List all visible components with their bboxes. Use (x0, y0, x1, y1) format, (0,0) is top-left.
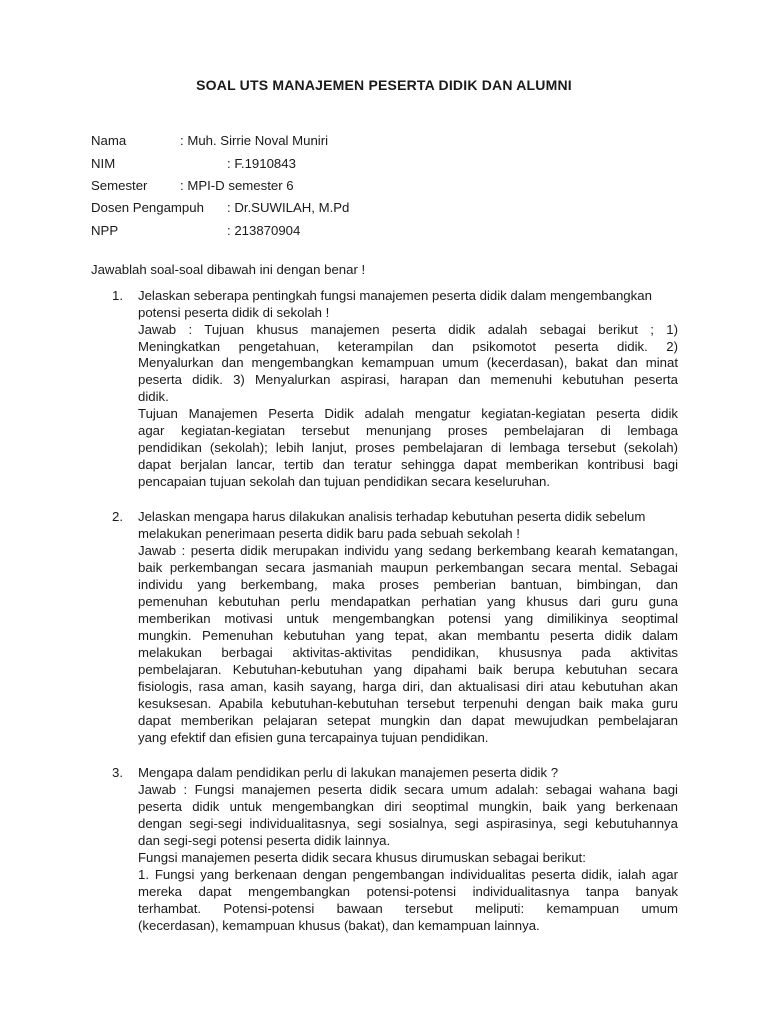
answer-line: agar kegiatan-kegiatan tersebut menunjang proses pembelajaran di lembaga (138, 423, 678, 438)
question-text-line: Mengapa dalam pendidikan perlu di lakukan manajemen peserta didik ? (138, 765, 559, 780)
identity-value: : MPI-D semester 6 (180, 178, 294, 193)
answer-line: peserta didik. 3) Menyalurkan aspirasi, harapan dan memenuhi kebutuhan peserta (138, 372, 678, 387)
answer-line: melakukan berbagai aktivitas-aktivitas pendidikan, khususnya pada aktivitas (138, 645, 678, 660)
question-text-line: Jelaskan mengapa harus dilakukan analisis terhadap kebutuhan peserta didik sebelum (138, 509, 646, 524)
question-text-line: potensi peserta didik di sekolah ! (138, 305, 330, 320)
answer-line: pendidikan (sekolah); lebih lanjut, proses pembelajaran di lembaga tersebut (sekolah) (138, 440, 678, 455)
identity-value: : 213870904 (227, 223, 301, 238)
identity-row-dosen (91, 199, 350, 217)
identity-row-npp (91, 222, 301, 240)
answer-line: memberikan motivasi untuk mengembangkan potensi yang dimilikinya seoptimal (138, 611, 678, 626)
answer-line: didik. (138, 389, 169, 404)
identity-value: : Muh. Sirrie Noval Muniri (180, 133, 329, 148)
answer-line: kesuksesan. Apabila kebutuhan-kebutuhan tersebut terpenuhi dengan baik maka guru (138, 696, 678, 711)
answer-line: baik perkembangan secara jasmaniah maupun perkembangan secara mental. Sebagai (138, 560, 678, 575)
answer-line: Tujuan Manajemen Peserta Didik adalah mengatur kegiatan-kegiatan peserta didik (138, 406, 678, 421)
identity-label: NIM (91, 156, 116, 171)
identity-label: Nama (91, 133, 127, 148)
identity-value: : Dr.SUWILAH, M.Pd (227, 200, 350, 215)
answer-line: terhambat. Potensi-potensi bawaan tersebut meliputi: kemampuan umum (138, 901, 678, 916)
answer-line: yang efektif dan efisien guna tercapainya tujuan pendidikan. (138, 730, 489, 745)
answer-line: fisiologis, rasa aman, kasih sayang, harga diri, dan aktualisasi diri atau kebutuhan akan (138, 679, 678, 694)
answer-line: pemenuhan kebutuhan perlu mendapatkan perhatian yang khusus dari guru guna (138, 594, 678, 609)
identity-label: Dosen Pengampuh (91, 200, 204, 215)
identity-row-nim (91, 155, 296, 173)
identity-row-semester (91, 177, 294, 195)
question-number: 1. (112, 288, 123, 303)
answer-line: mereka dapat mengembangkan potensi-potensi individualitasnya tanpa banyak (138, 884, 678, 899)
answer-line: dan segi-segi potensi peserta didik lainnya. (138, 833, 391, 848)
answer-line: individu yang berkembang, maka proses pemberian bantuan, bimbingan, dan (138, 577, 678, 592)
identity-label: NPP (91, 223, 119, 238)
answer-line: (kecerdasan), kemampuan khusus (bakat), dan kemampuan lainnya. (138, 918, 540, 933)
question-number: 3. (112, 765, 123, 780)
answer-line: dapat berjalan lancar, tertib dan teratur sehingga dapat memberikan kontribusi bagi (138, 457, 678, 472)
answer-line: Fungsi manajemen peserta didik secara khusus dirumuskan sebagai berikut: (138, 850, 586, 865)
answer-line: Jawab : Tujuan khusus manajemen peserta didik adalah sebagai berikut ; 1) (138, 322, 678, 337)
instruction-text: Jawablah soal-soal dibawah ini dengan benar ! (91, 262, 366, 277)
question-text-line: Jelaskan seberapa pentingkah fungsi manajemen peserta didik dalam mengembangkan (138, 288, 652, 303)
question-text-line: melakukan penerimaan peserta didik baru pada sebuah sekolah ! (138, 526, 520, 541)
identity-row-nama (91, 132, 329, 150)
answer-line: Menyalurkan dan mengembangkan kemampuan umum (kecerdasan), bakat dan minat (138, 355, 678, 370)
answer-line: dengan segi-segi individualitasnya, segi sosialnya, segi aspirasinya, segi kebutuhannya (138, 816, 678, 831)
answer-line: mungkin. Pemenuhan kebutuhan yang tepat, akan membantu peserta didik dalam (138, 628, 678, 643)
answer-line: Meningkatkan pengetahuan, keterampilan dan psikomotot peserta didik. 2) (138, 339, 678, 354)
page-title: SOAL UTS MANAJEMEN PESERTA DIDIK DAN ALUMNI (196, 77, 572, 93)
answer-line: 1. Fungsi yang berkenaan dengan pengembangan individualitas peserta didik, ialah agar (138, 867, 678, 882)
answer-line: Jawab : peserta didik merupakan individu yang sedang berkembang kearah kematangan, (138, 543, 678, 558)
answer-line: pembelajaran. Kebutuhan-kebutuhan yang dipahami baik berupa kebutuhan secara (138, 662, 678, 677)
answer-line: pencapaian tujuan sekolah dan tujuan pendidikan secara keseluruhan. (138, 474, 551, 489)
identity-value: : F.1910843 (227, 156, 296, 171)
question-number: 2. (112, 509, 123, 524)
answer-line: dapat memberikan pelajaran setepat mungkin dan dapat mewujudkan pembelajaran (138, 713, 678, 728)
identity-label: Semester (91, 178, 148, 193)
answer-line: peserta didik untuk mengembangkan diri seoptimal mungkin, baik yang berkenaan (138, 799, 678, 814)
answer-line: Jawab : Fungsi manajemen peserta didik secara umum adalah: sebagai wahana bagi (138, 782, 678, 797)
